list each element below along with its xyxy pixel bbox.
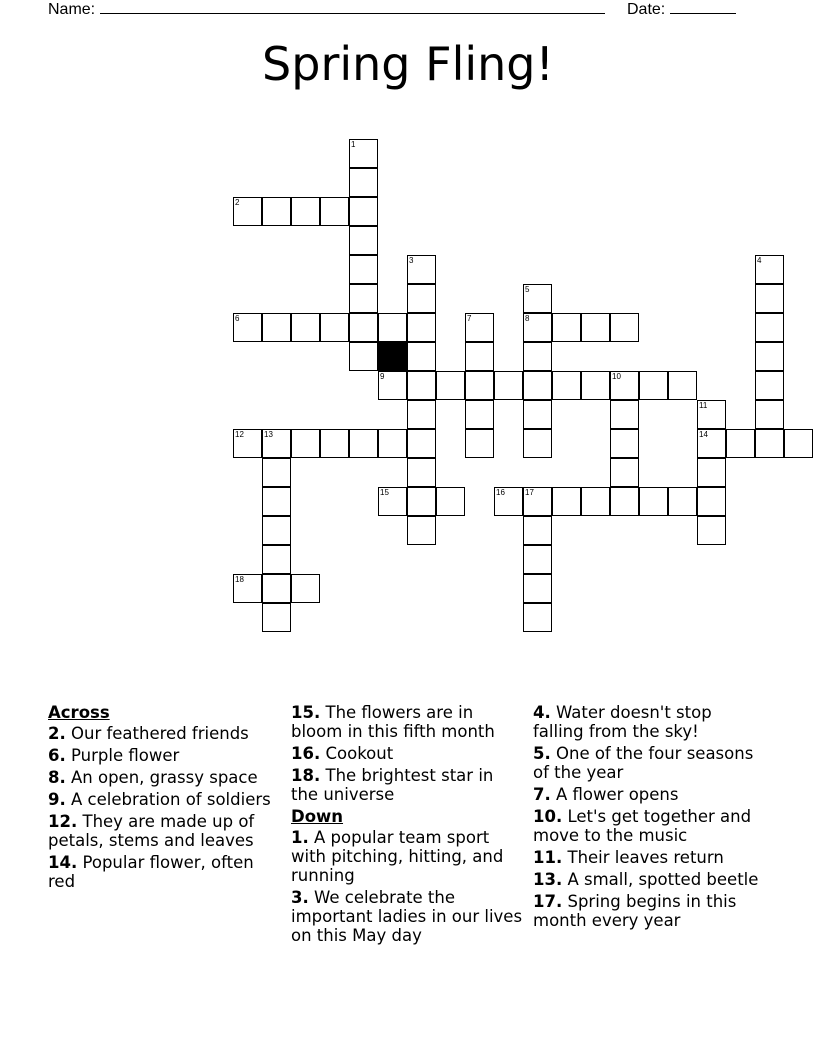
crossword-cell[interactable] — [610, 458, 639, 487]
clue-across-16 — [291, 744, 523, 763]
clue-number: 6. — [48, 746, 66, 765]
crossword-cell-5[interactable] — [523, 284, 552, 313]
clue-across-2 — [48, 724, 280, 743]
clue-number: 5. — [533, 744, 551, 763]
crossword-cell[interactable] — [320, 197, 349, 226]
clue-number: 11. — [533, 848, 563, 867]
clue-text: Purple flower — [71, 746, 180, 765]
clue-text: A flower opens — [556, 785, 679, 804]
clue-down-1 — [291, 828, 523, 885]
crossword-cell-8[interactable] — [523, 313, 552, 342]
crossword-cell[interactable] — [465, 371, 494, 400]
cell-number: 17 — [525, 488, 534, 497]
crossword-cell[interactable] — [262, 458, 291, 487]
clue-text: Popular flower, often red — [48, 853, 254, 891]
crossword-cell[interactable] — [581, 313, 610, 342]
crossword-cell[interactable] — [465, 400, 494, 429]
crossword-cell-16[interactable] — [494, 487, 523, 516]
clue-text: We celebrate the important ladies in our lives on this May day — [291, 888, 523, 945]
crossword-cell[interactable] — [610, 313, 639, 342]
cell-number: 18 — [235, 575, 244, 584]
clue-text: A celebration of soldiers — [71, 790, 271, 809]
crossword-cell[interactable] — [407, 487, 436, 516]
crossword-cell[interactable] — [668, 371, 697, 400]
cell-number: 15 — [380, 488, 389, 497]
cell-number: 11 — [699, 401, 708, 410]
clue-text: Water doesn't stop falling from the sky! — [533, 703, 712, 741]
clue-text: One of the four seasons of the year — [533, 744, 754, 782]
crossword-cell[interactable] — [523, 400, 552, 429]
name-label: Name: — [48, 1, 96, 18]
clue-number: 17. — [533, 892, 563, 911]
crossword-cell[interactable] — [262, 487, 291, 516]
cell-number: 8 — [525, 314, 530, 323]
clue-number: 3. — [291, 888, 309, 907]
crossword-cell[interactable] — [291, 313, 320, 342]
crossword-cell[interactable] — [349, 342, 378, 371]
crossword-cell-4[interactable] — [755, 255, 784, 284]
crossword-cell[interactable] — [349, 313, 378, 342]
clue-column-1 — [48, 703, 280, 894]
clue-number: 13. — [533, 870, 563, 889]
crossword-cell-1[interactable] — [349, 139, 378, 168]
cell-number: 6 — [235, 314, 240, 323]
clue-text: Our feathered friends — [71, 724, 249, 743]
crossword-cell[interactable] — [523, 545, 552, 574]
clue-column-2 — [291, 703, 523, 948]
crossword-cell[interactable] — [291, 197, 320, 226]
crossword-cell[interactable] — [494, 371, 523, 400]
crossword-cell[interactable] — [523, 342, 552, 371]
crossword-cell[interactable] — [755, 429, 784, 458]
clue-down-5 — [533, 744, 765, 782]
crossword-cell-11[interactable] — [697, 400, 726, 429]
clue-text: Spring begins in this month every year — [533, 892, 737, 930]
clue-text: Let's get together and move to the music — [533, 807, 752, 845]
cell-number: 4 — [757, 256, 762, 265]
crossword-cell[interactable] — [465, 429, 494, 458]
crossword-cell[interactable] — [552, 313, 581, 342]
clue-across-18 — [291, 766, 523, 804]
clue-text: They are made up of petals, stems and leaves — [48, 812, 255, 850]
crossword-cell[interactable] — [639, 371, 668, 400]
crossword-cell[interactable] — [639, 487, 668, 516]
crossword-cell[interactable] — [262, 313, 291, 342]
crossword-cell[interactable] — [668, 487, 697, 516]
clue-number: 14. — [48, 853, 78, 872]
crossword-cell[interactable] — [349, 255, 378, 284]
clue-down-13 — [533, 870, 765, 889]
crossword-cell[interactable] — [755, 313, 784, 342]
crossword-cell-13[interactable] — [262, 429, 291, 458]
crossword-cell[interactable] — [407, 458, 436, 487]
clue-number: 18. — [291, 766, 321, 785]
crossword-cell[interactable] — [262, 197, 291, 226]
clue-across-9 — [48, 790, 280, 809]
cell-number: 13 — [264, 430, 273, 439]
crossword-cell[interactable] — [523, 574, 552, 603]
crossword-cell[interactable] — [523, 603, 552, 632]
crossword-cell-2[interactable] — [233, 197, 262, 226]
clue-number: 8. — [48, 768, 66, 787]
clue-number: 12. — [48, 812, 78, 831]
crossword-cell[interactable] — [755, 284, 784, 313]
crossword-cell[interactable] — [320, 313, 349, 342]
crossword-cell[interactable] — [291, 429, 320, 458]
crossword-cell[interactable] — [349, 168, 378, 197]
clue-number: 9. — [48, 790, 66, 809]
crossword-cell[interactable] — [581, 371, 610, 400]
clue-down-11 — [533, 848, 765, 867]
cell-number: 7 — [467, 314, 472, 323]
date-label: Date: — [627, 1, 666, 18]
crossword-cell[interactable] — [726, 429, 755, 458]
clue-number: 1. — [291, 828, 309, 847]
cell-number: 1 — [351, 140, 356, 149]
crossword-cell[interactable] — [349, 226, 378, 255]
clue-across-15 — [291, 703, 523, 741]
crossword-cell[interactable] — [436, 371, 465, 400]
clue-number: 10. — [533, 807, 563, 826]
crossword-cell[interactable] — [407, 371, 436, 400]
clue-across-6 — [48, 746, 280, 765]
crossword-cell[interactable] — [552, 487, 581, 516]
crossword-cell[interactable] — [523, 516, 552, 545]
crossword-cell-14[interactable] — [697, 429, 726, 458]
crossword-cell[interactable] — [262, 516, 291, 545]
crossword-cell[interactable] — [262, 603, 291, 632]
crossword-cell[interactable] — [610, 487, 639, 516]
crossword-cell[interactable] — [610, 400, 639, 429]
crossword-cell[interactable] — [407, 400, 436, 429]
clue-text: A small, spotted beetle — [567, 870, 759, 889]
crossword-cell-6[interactable] — [233, 313, 262, 342]
clue-down-4 — [533, 703, 765, 741]
crossword-cell[interactable] — [262, 574, 291, 603]
clue-text: The brightest star in the universe — [291, 766, 494, 804]
crossword-cell[interactable] — [465, 342, 494, 371]
crossword-cell[interactable] — [755, 400, 784, 429]
crossword-cell[interactable] — [291, 574, 320, 603]
crossword-cell[interactable] — [378, 429, 407, 458]
cell-number: 5 — [525, 285, 530, 294]
clue-number: 7. — [533, 785, 551, 804]
clue-number: 15. — [291, 703, 321, 722]
cell-number: 16 — [496, 488, 505, 497]
crossword-cell[interactable] — [262, 545, 291, 574]
clue-text: An open, grassy space — [71, 768, 258, 787]
crossword-cell[interactable] — [407, 342, 436, 371]
clue-down-10 — [533, 807, 765, 845]
crossword-cell[interactable] — [407, 429, 436, 458]
clue-across-8 — [48, 768, 280, 787]
crossword-cell[interactable] — [349, 284, 378, 313]
crossword-cell[interactable] — [349, 197, 378, 226]
crossword-cell[interactable] — [697, 487, 726, 516]
crossword-cell[interactable] — [697, 458, 726, 487]
crossword-cell[interactable] — [320, 429, 349, 458]
crossword-cell-10[interactable] — [610, 371, 639, 400]
clue-text: The flowers are in bloom in this fifth month — [291, 703, 495, 741]
cell-number: 12 — [235, 430, 244, 439]
page-title: Spring Fling! — [262, 37, 554, 91]
cell-number: 9 — [380, 372, 385, 381]
crossword-cell-3[interactable] — [407, 255, 436, 284]
crossword-cell[interactable] — [755, 371, 784, 400]
clue-down-3 — [291, 888, 523, 945]
crossword-cell[interactable] — [407, 284, 436, 313]
clue-number: 2. — [48, 724, 66, 743]
clue-number: 4. — [533, 703, 551, 722]
crossword-cell-12[interactable] — [233, 429, 262, 458]
crossword-cell[interactable] — [581, 487, 610, 516]
down-heading: Down — [291, 807, 344, 826]
crossword-cell[interactable] — [523, 429, 552, 458]
clue-down-17 — [533, 892, 765, 930]
cell-number: 10 — [612, 372, 621, 381]
crossword-cell[interactable] — [407, 313, 436, 342]
crossword-cell[interactable] — [378, 313, 407, 342]
clue-down-7 — [533, 785, 765, 804]
cell-number: 3 — [409, 256, 414, 265]
crossword-cell[interactable] — [755, 342, 784, 371]
clue-text: A popular team sport with pitching, hitting, and running — [291, 828, 504, 885]
clue-number: 16. — [291, 744, 321, 763]
crossword-cell-7[interactable] — [465, 313, 494, 342]
clue-text: Cookout — [325, 744, 394, 763]
cell-number: 2 — [235, 198, 240, 207]
crossword-cell[interactable] — [436, 487, 465, 516]
cell-number: 14 — [699, 430, 708, 439]
clue-across-14 — [48, 853, 280, 891]
across-heading: Across — [48, 703, 110, 722]
crossword-cell[interactable] — [523, 371, 552, 400]
black-cell — [378, 342, 407, 371]
crossword-cell-17[interactable] — [523, 487, 552, 516]
crossword-cell[interactable] — [349, 429, 378, 458]
crossword-cell-9[interactable] — [378, 371, 407, 400]
crossword-cell[interactable] — [697, 516, 726, 545]
crossword-cell[interactable] — [784, 429, 813, 458]
crossword-cell[interactable] — [407, 516, 436, 545]
clue-across-12 — [48, 812, 280, 850]
crossword-cell[interactable] — [610, 429, 639, 458]
crossword-cell[interactable] — [552, 371, 581, 400]
clue-text: Their leaves return — [567, 848, 724, 867]
crossword-cell-15[interactable] — [378, 487, 407, 516]
clue-column-3 — [533, 703, 765, 933]
crossword-cell-18[interactable] — [233, 574, 262, 603]
